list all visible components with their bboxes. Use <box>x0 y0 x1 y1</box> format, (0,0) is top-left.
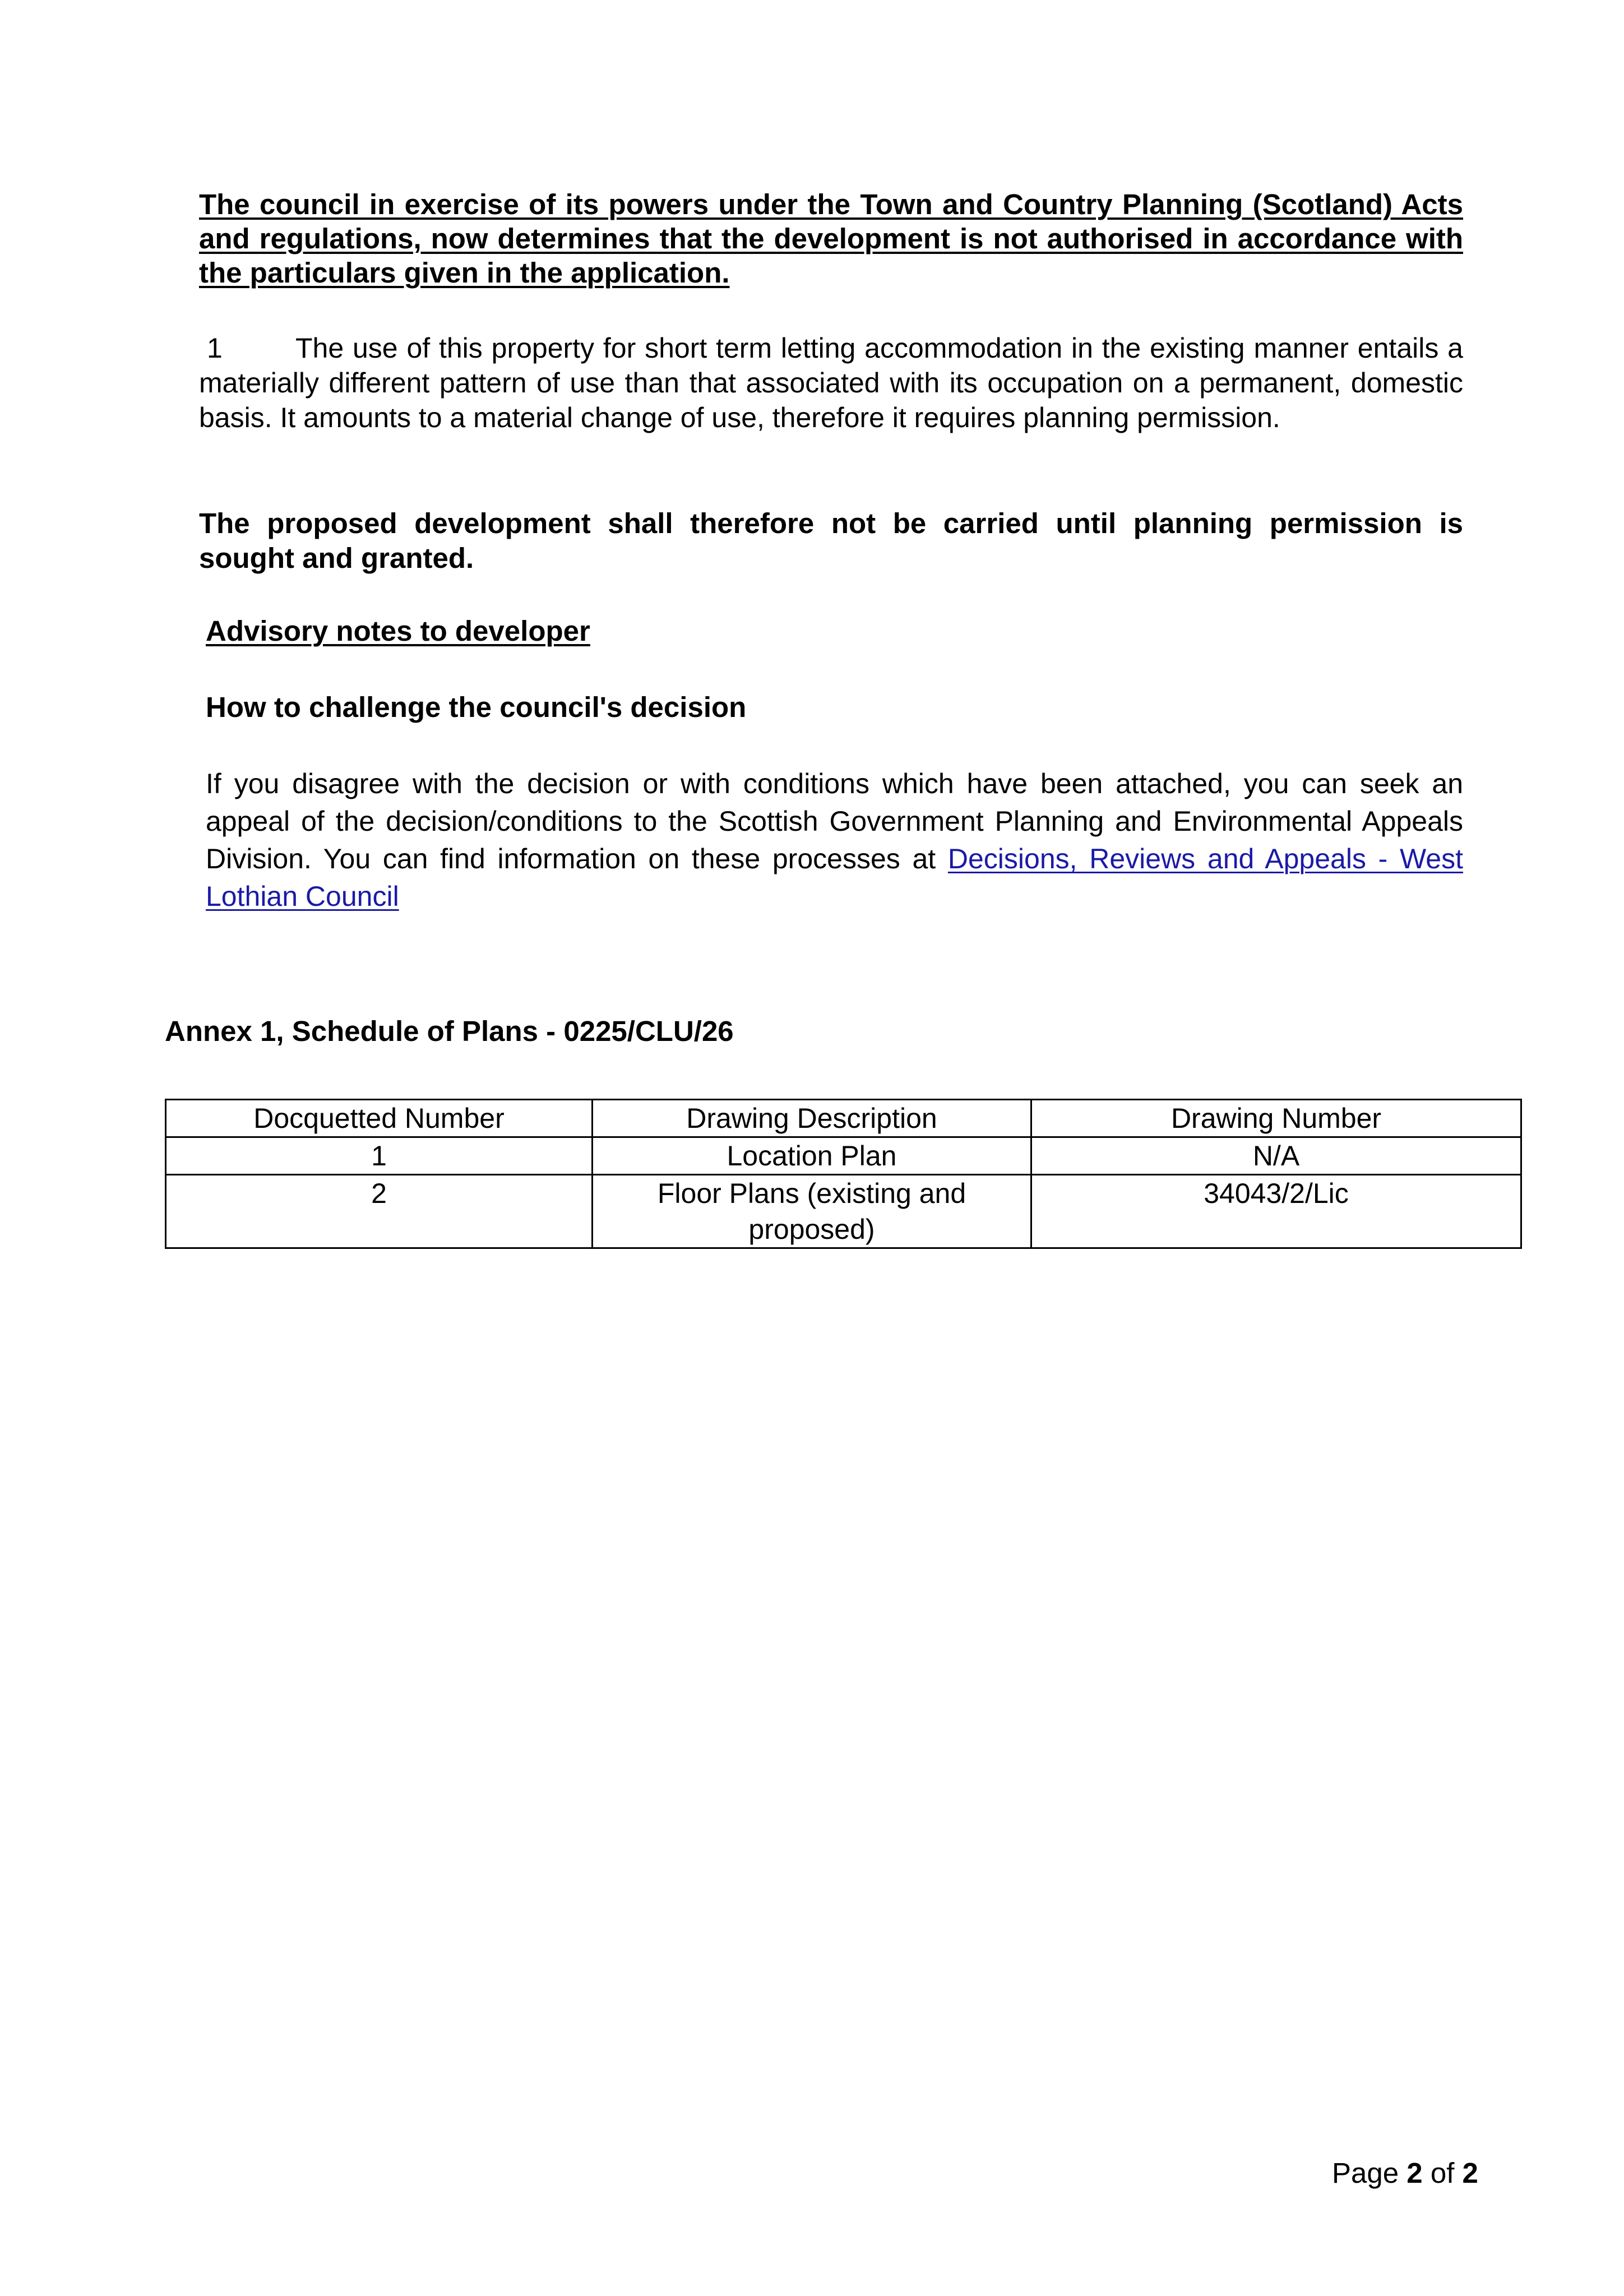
advisory-notes-heading: Advisory notes to developer <box>206 615 590 647</box>
page-number-prefix: Page <box>1332 2157 1399 2189</box>
table-header-row <box>166 1100 1521 1137</box>
reason-number: 1 <box>207 332 223 364</box>
column-header-drawing-number: Drawing Number <box>1031 1100 1521 1137</box>
page-number-total: 2 <box>1462 2157 1478 2189</box>
schedule-of-plans-table <box>165 1099 1522 1249</box>
conclusion-statement: The proposed development shall therefore not be carried until planning permission is sought and granted. <box>199 507 1463 574</box>
table-row <box>166 1137 1521 1175</box>
docquetted-number-cell: 1 <box>166 1137 593 1175</box>
reason-text: The use of this property for short term letting accommodation in the existing manner entails a materially different pattern of use than that associated with its occupation on a permanent, domestic basis. It amounts to a material change of use, therefore it requires planning permission. <box>199 332 1463 433</box>
annex-heading: Annex 1, Schedule of Plans - 0225/CLU/26 <box>165 1015 734 1047</box>
challenge-decision-heading: How to challenge the council's decision <box>206 691 747 723</box>
page-number-separator: of <box>1430 2157 1455 2189</box>
decisions-reviews-appeals-link[interactable]: Decisions, Reviews and Appeals - West Lothian Council <box>206 843 1464 912</box>
appeal-text: If you disagree with the decision or with conditions which have been attached, you can seek an appeal of the decision/conditions to the Scottish Government Planning and Environmental Appeals Division. You can find information on these processes at <box>206 768 1463 874</box>
reason-paragraph <box>199 331 1463 435</box>
appeal-paragraph <box>206 765 1463 915</box>
drawing-number-cell: N/A <box>1031 1137 1521 1175</box>
docquetted-number-cell: 2 <box>166 1175 593 1248</box>
drawing-description-cell: Location Plan <box>593 1137 1031 1175</box>
table-row <box>166 1175 1521 1248</box>
page-number-current: 2 <box>1406 2157 1423 2189</box>
column-header-drawing-description: Drawing Description <box>593 1100 1031 1137</box>
column-header-docquetted-number: Docquetted Number <box>166 1100 593 1137</box>
determination-statement: The council in exercise of its powers under the Town and Country Planning (Scotland) Acts and regulations, now determines that the development is not authorised in accordance with the particulars given in the application. <box>199 188 1463 289</box>
drawing-description-cell: Floor Plans (existing and proposed) <box>593 1175 1031 1248</box>
drawing-number-cell: 34043/2/Lic <box>1031 1175 1521 1248</box>
page-number <box>1332 2156 1478 2191</box>
